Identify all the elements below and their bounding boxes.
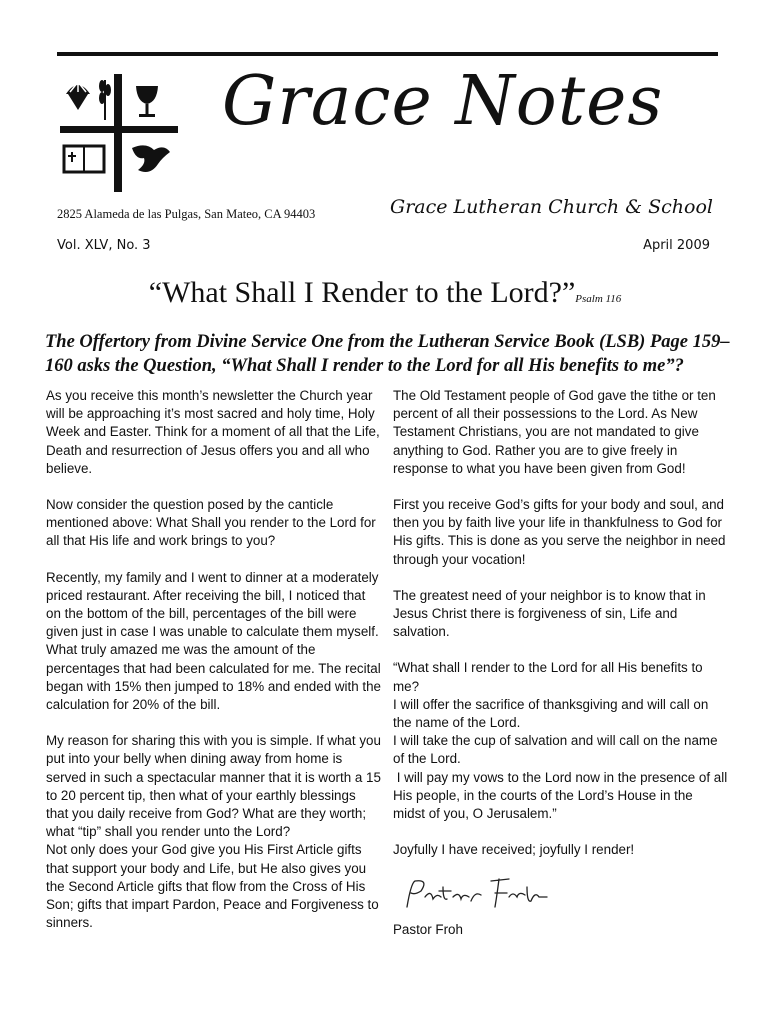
paragraph: First you receive God’s gifts for your body and soul, and then you by faith live your life in thankfulness to God for His gifts. This is done as you serve the neighbor in need through your vocation! — [393, 497, 726, 567]
closing-line: Joyfully I have received; joyfully I render! — [393, 842, 635, 858]
masthead-rule — [57, 52, 718, 56]
wheat-icon — [99, 80, 111, 120]
article-subhead: The Offertory from Divine Service One from the Lutheran Service Book (LSB) Page 159–160 asks the Question, “What Shall I render to the Lord for all His benefits to me”? — [45, 332, 730, 376]
church-address: 2825 Alameda de las Pulgas, San Mateo, CA 94403 — [57, 207, 316, 221]
chalice-icon — [136, 86, 158, 117]
paragraph: As you receive this month’s newsletter the Church year will be approaching it’s most sacred and holy time, Holy Week and Easter. Think for a moment of all that the Life, Death and resurrection of Jesus offers you and all who believe. — [46, 388, 380, 476]
issue-date: April 2009 — [643, 238, 710, 253]
church-symbols-logo — [60, 74, 178, 192]
church-name: Grace Lutheran Church & School — [390, 196, 713, 218]
paragraph: Not only does your God give you His First Article gifts that support your body and Life, but He also gives you the Second Article gifts that flow from the Cross of His Son; gifts that impart Pardon, Peace and Forgiveness to sinners. — [46, 842, 379, 931]
volume-number: Vol. XLV, No. 3 — [57, 238, 151, 253]
bible-icon — [64, 146, 104, 172]
paragraph: The Old Testament people of God gave the tithe or ten percent of all their possessions to the Lord. As New Testament Christians, you are not mandated to give anything to God. Rather you are to give freely in response to what you have been given from God! — [393, 388, 716, 476]
dove-icon — [132, 145, 170, 172]
paragraph: The greatest need of your neighbor is to know that in Jesus Christ there is forgiveness of sin, Life and salvation. — [393, 587, 706, 640]
article-headline — [0, 276, 770, 310]
newsletter-title: Grace Notes — [222, 62, 664, 141]
pastor-signature — [401, 873, 551, 913]
headline-psalm-ref: Psalm 116 — [575, 293, 622, 305]
paragraph: Now consider the question posed by the canticle mentioned above: What Shall you render to the Lord for all that His life and work brings to you? — [46, 497, 376, 549]
paragraph: Recently, my family and I went to dinner at a moderately priced restaurant. After receiving the bill, I noticed that on the bottom of the bill, percentages of the bill were given just in case I was unable to calculate them myself. What truly amazed me was the amount of the percentages that had been calculated for me. The recital began with 15% then jumped to 18% and ended with the calculation for 20% of the bill. — [46, 569, 382, 713]
psalm-quote — [393, 659, 731, 823]
cross-horizontal — [60, 126, 178, 133]
right-column — [393, 387, 731, 940]
psalm-line: I will pay my vows to the Lord now in the presence of all His people, in the courts of the Lord’s House in the midst of you, O Jerusalem.” — [393, 769, 731, 822]
shell-icon — [66, 80, 90, 110]
pastor-name: Pastor Froh — [393, 922, 463, 938]
psalm-line: “What shall I render to the Lord for all His benefits to me? — [393, 660, 703, 694]
psalm-line: I will offer the sacrifice of thanksgiving and will call on the name of the Lord. — [393, 696, 709, 731]
left-column — [46, 387, 381, 932]
psalm-line: I will take the cup of salvation and will call on the name of the Lord. — [393, 733, 718, 767]
paragraph: My reason for sharing this with you is simple. If what you put into your belly when dining away from home is served in such a spectacular manner that it is worth a 15 to 20 percent tip, then what of your earthly blessings that you daily receive from God? What are they worth; what “tip” shall you render unto the Lord? — [46, 733, 381, 840]
headline-text: “What Shall I Render to the Lord?” — [148, 276, 576, 309]
